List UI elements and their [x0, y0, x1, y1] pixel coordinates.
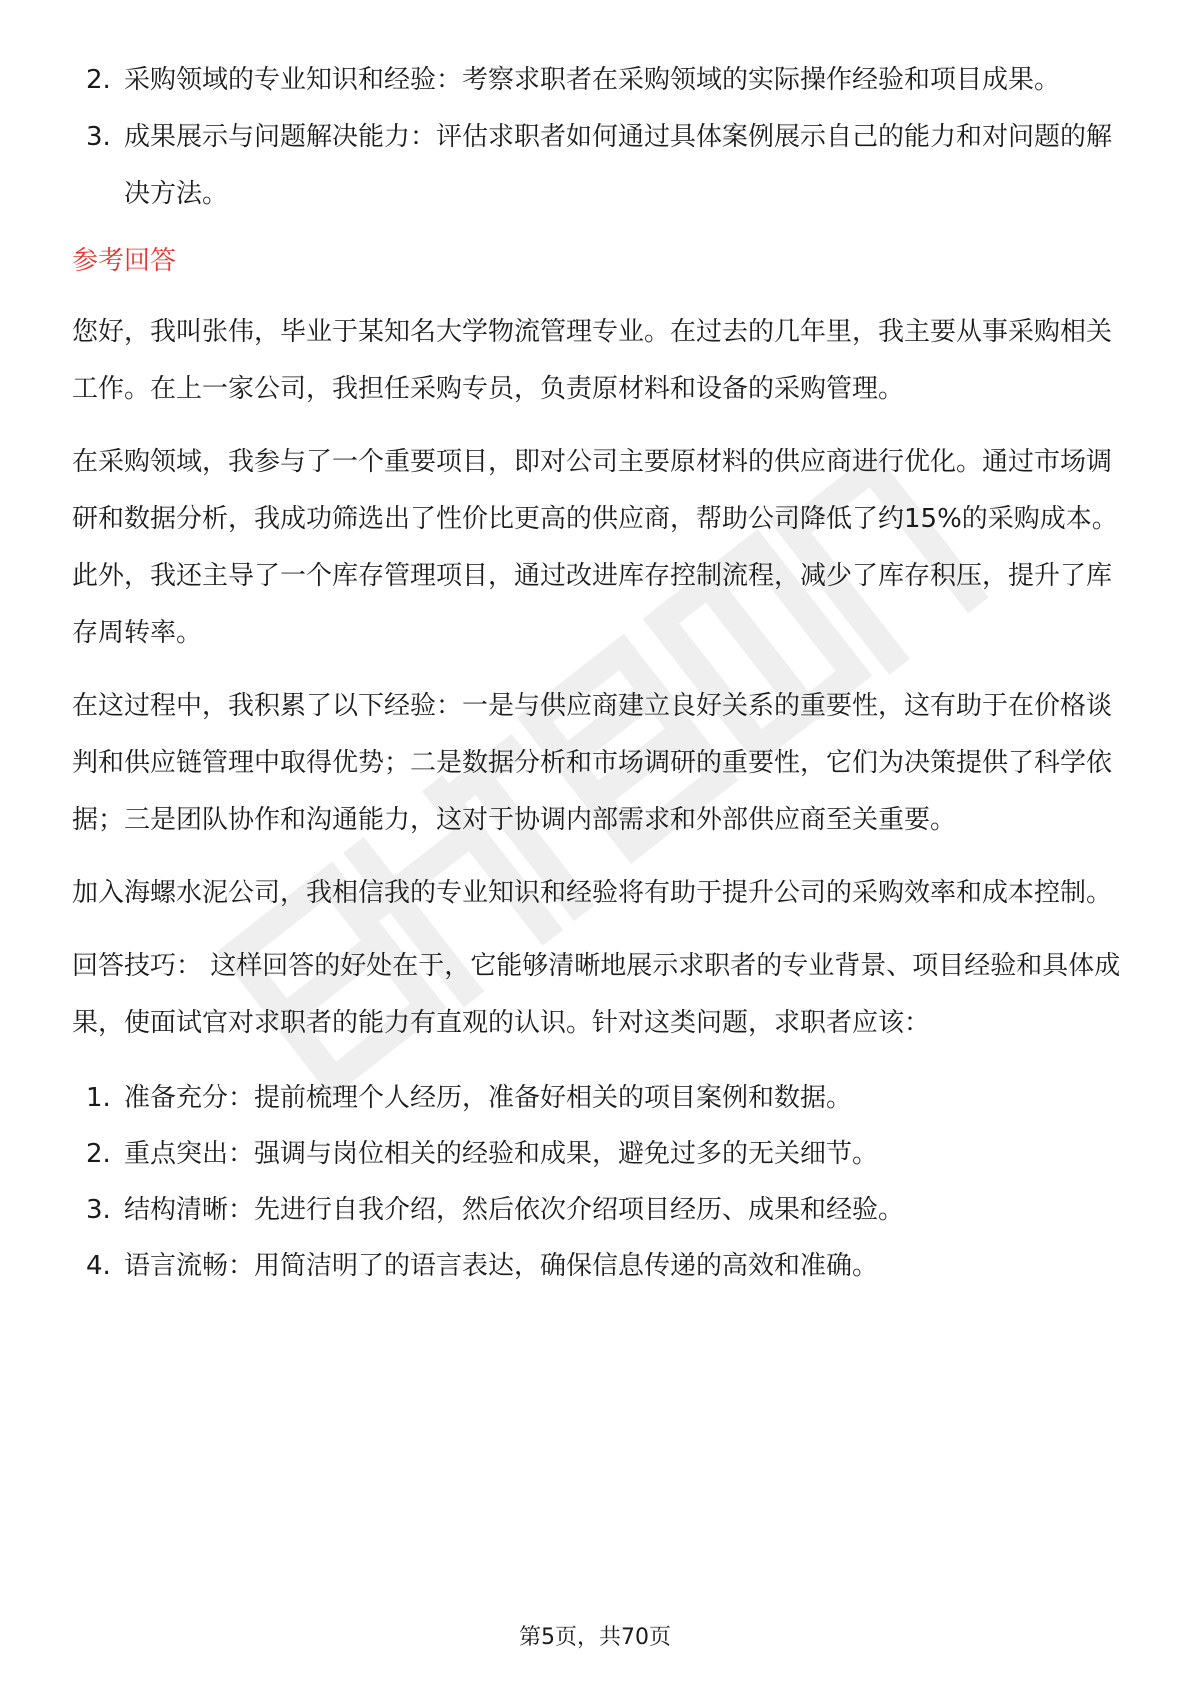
page-footer: 第5页，共70页	[519, 1625, 671, 1650]
list-item	[72, 1238, 1122, 1294]
list-item	[72, 1070, 1122, 1126]
list-item-text: 成果展示与问题解决能力：评估求职者如何通过具体案例展示自己的能力和对问题的解决方法。	[124, 122, 1113, 209]
section-heading: 参考回答	[72, 246, 177, 276]
list-item	[72, 1126, 1122, 1182]
list-item-number: 2.	[86, 65, 111, 95]
tips-list	[72, 1070, 1122, 1294]
answer-paragraph: 加入海螺水泥公司，我相信我的专业知识和经验将有助于提升公司的采购效率和成本控制。	[72, 878, 1113, 908]
list-item-text: 采购领域的专业知识和经验：考察求职者在采购领域的实际操作经验和项目成果。	[124, 65, 1061, 95]
document-page	[72, 52, 1122, 1294]
answer-paragraph: 在这过程中，我积累了以下经验：一是与供应商建立良好关系的重要性，这有助于在价格谈判和供应链管理中取得优势；二是数据分析和市场调研的重要性，它们为决策提供了科学依据；三是团队协作和沟通能力，这对于协调内部需求和外部供应商至关重要。	[72, 691, 1113, 835]
answer-paragraph: 在采购领域，我参与了一个重要项目，即对公司主要原材料的供应商进行优化。通过市场调研和数据分析，我成功筛选出了性价比更高的供应商，帮助公司降低了约15%的采购成本。此外，我还主导了一个库存管理项目，通过改进库存控制流程，减少了库存积压，提升了库存周转率。	[72, 447, 1118, 648]
answer-paragraph: 您好，我叫张伟，毕业于某知名大学物流管理专业。在过去的几年里，我主要从事采购相关工作。在上一家公司，我担任采购专员，负责原材料和设备的采购管理。	[72, 317, 1113, 404]
criteria-list	[72, 52, 1122, 223]
list-item-text: 语言流畅：用简洁明了的语言表达，确保信息传递的高效和准确。	[124, 1251, 879, 1281]
list-item	[72, 1182, 1122, 1238]
list-item-text: 结构清晰：先进行自我介绍，然后依次介绍项目经历、成果和经验。	[124, 1195, 905, 1225]
list-item	[72, 109, 1122, 223]
list-item-number: 3.	[86, 122, 111, 152]
list-item-text: 准备充分：提前梳理个人经历，准备好相关的项目案例和数据。	[124, 1083, 853, 1113]
tips-paragraph: 回答技巧： 这样回答的好处在于，它能够清晰地展示求职者的专业背景、项目经验和具体成果，使面试官对求职者的能力有直观的认识。针对这类问题，求职者应该：	[72, 951, 1121, 1038]
list-item-number: 3.	[86, 1195, 111, 1225]
list-item-number: 1.	[86, 1083, 111, 1113]
list-item-number: 4.	[86, 1251, 111, 1281]
list-item-number: 2.	[86, 1139, 111, 1169]
list-item-text: 重点突出：强调与岗位相关的经验和成果，避免过多的无关细节。	[124, 1139, 879, 1169]
list-item	[72, 52, 1122, 109]
